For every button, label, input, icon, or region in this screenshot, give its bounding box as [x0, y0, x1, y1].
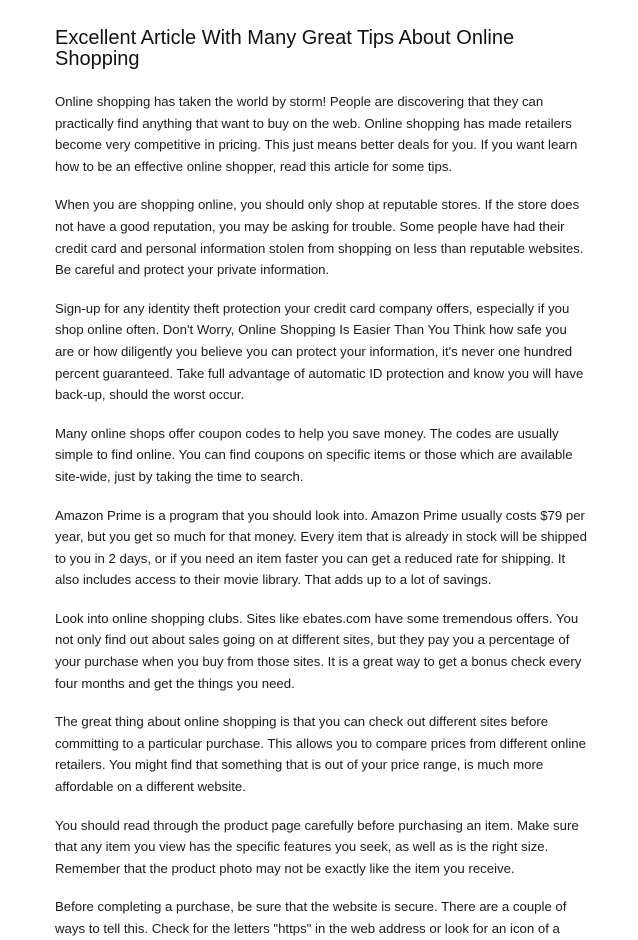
- paragraph-5: Amazon Prime is a program that you should look into. Amazon Prime usually costs $79 per year, but you get so much for that money. Every item that is already in stock will be shipped to you in 2 days, or if you need an item faster you can get a reduced rate for shipping. It also includes access to their movie library. That adds up to a lot of savings.: [55, 507, 587, 588]
- paragraph-2: When you are shopping online, you should only shop at reputable stores. If the store does not have a good reputation, you may be asking for trouble. Some people have had their credit card and personal information stolen from shopping on less than reputable websites. Be careful and protect your private information.: [55, 197, 584, 278]
- document-title: Excellent Article With Many Great Tips About Online Shopping: [55, 27, 515, 70]
- paragraph-3: Sign-up for any identity theft protection your credit card company offers, especially if you shop online often. Don't Worry, Online Shopping Is Easier Than You Think how safe you are or how diligently you believe you can protect your information, it's never one hundred percent guaranteed. Take full advantage of automatic ID protection and know you will have back-up, should the worst occur.: [55, 300, 584, 403]
- paragraph-8: You should read through the product page carefully before purchasing an item. Make sure that any item you view has the specific features you seek, as well as is the right size. Remember that the product photo may not be exactly like the item you receive.: [55, 817, 579, 876]
- paragraph-7: The great thing about online shopping is that you can check out different sites before committing to a particular purchase. This allows you to compare prices from different online retailers. You might find that something that is out of your price range, is much more affordable on a different website.: [55, 714, 586, 795]
- paragraph-1: Online shopping has taken the world by storm! People are discovering that they can practically find anything that want to buy on the web. Online shopping has made retailers become very competitive in pricing. This just means better deals for you. If you want learn how to be an effective online shopper, read this article for some tips.: [55, 94, 578, 174]
- paragraph-6: Look into online shopping clubs. Sites like ebates.com have some tremendous offers. You not only find out about sales going on at different sites, but they pay you a percentage of your purchase when you buy from those sites. It is a great way to get a bonus check every four months and get the things you need.: [55, 610, 582, 691]
- paragraph-4: Many online shops offer coupon codes to help you save money. The codes are usually simple to find online. You can find coupons on specific items or those which are available site-wide, just by taking the time to search.: [55, 425, 573, 484]
- paragraph-9: Before completing a purchase, be sure that the website is secure. There are a couple of ways to tell this. Check for the letters "https" in the web address or look for an icon of a: [55, 899, 567, 936]
- document-page: [55, 28, 587, 940]
